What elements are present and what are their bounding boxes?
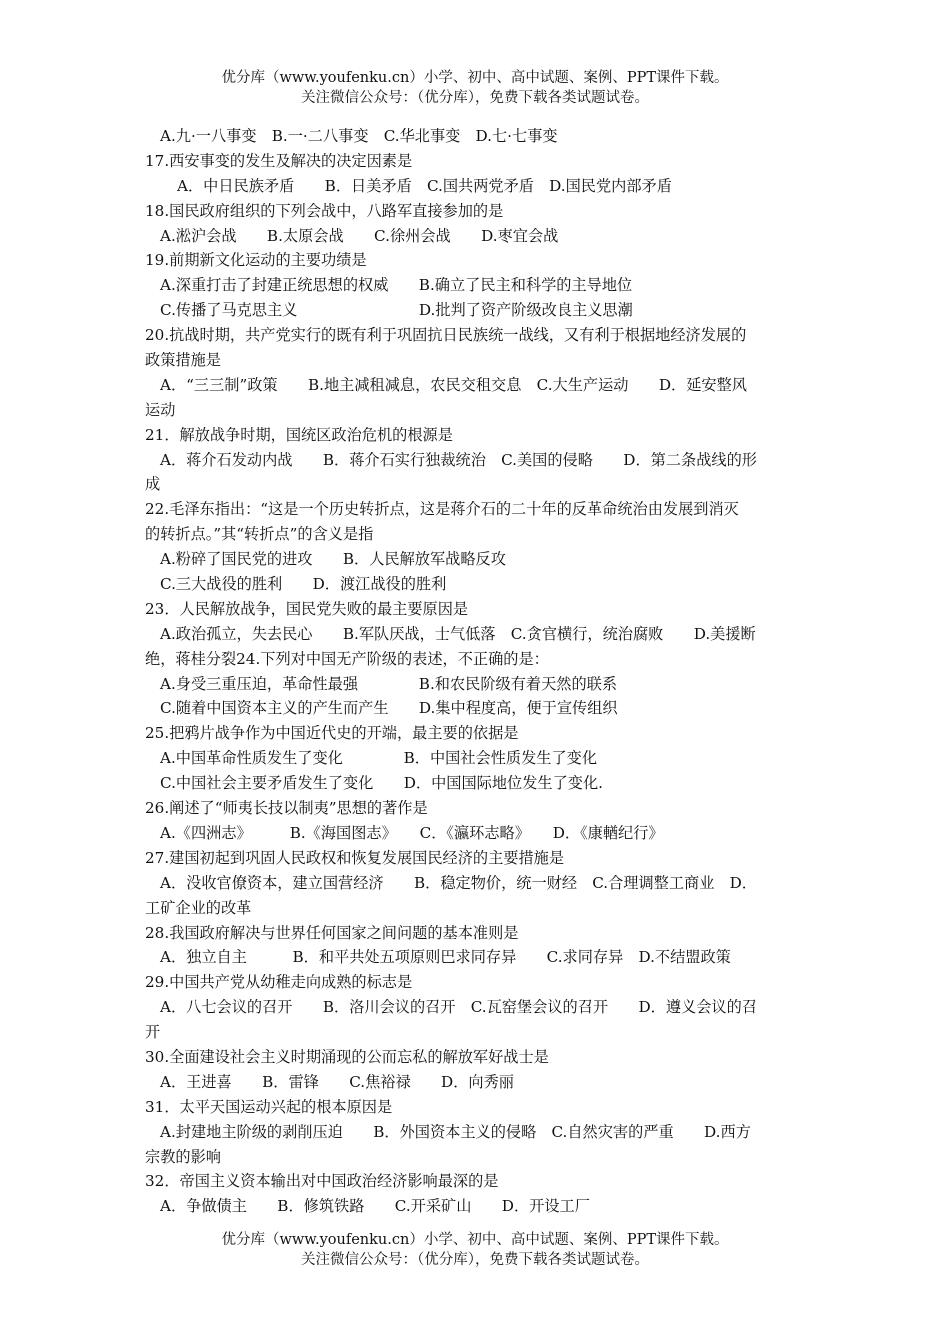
question-line: 25.把鸦片战争作为中国近代史的开端，最主要的依据是 (145, 724, 519, 743)
option-line: A.九·一八事变 B.一·二八事变 C.华北事变 D.七·七事变 (160, 127, 558, 145)
option-line: C.随着中国资本主义的产生而产生 D.集中程度高，便于宣传组织 (160, 699, 618, 718)
question-line: 政策措施是 (145, 351, 221, 370)
option-line: 绝，蒋桂分裂24.下列对中国无产阶级的表述，不正确的是： (145, 649, 549, 668)
option-line: A.《四洲志》 B.《海国图志》 C．《瀛环志略》 D．《康輶纪行》 (160, 823, 664, 842)
option-line: A．八七会议的召开 B．洛川会议的召开 C.瓦窑堡会议的召开 D．遵义会议的召 (160, 998, 757, 1017)
question-line: 23．人民解放战争，国民党失败的最主要原因是 (145, 599, 469, 618)
option-line: A．蒋介石发动内战 B．蒋介石实行独裁统治 C.美国的侵略 D．第二条战线的形 (160, 450, 757, 469)
question-line: 19.前期新文化运动的主要功绩是 (145, 251, 367, 270)
question-line: 26.阐述了“师夷长技以制夷”思想的著作是 (145, 799, 428, 818)
option-line: A.粉碎了国民党的进攻 B．人民解放军战略反攻 (160, 550, 506, 569)
option-line: A．独立自主 B．和平共处五项原则巴求同存异 C.求同存异 D.不结盟政策 (160, 948, 731, 967)
option-line: A.淞沪会战 B.太原会战 C.徐州会战 D.枣宜会战 (160, 226, 559, 245)
page-header (0, 68, 950, 108)
option-line: A．没收官僚资本，建立国营经济 B．稳定物价，统一财经 C.合理调整工商业 D． (160, 873, 757, 892)
option-line: A．争做债主 B．修筑铁路 C.开采矿山 D．开设工厂 (160, 1197, 590, 1216)
option-line: A.封建地主阶级的剥削压迫 B．外国资本主义的侵略 C.自然灾害的严重 D.西方 (160, 1122, 751, 1141)
option-line: C.三大战役的胜利 D．渡江战役的胜利 (160, 575, 447, 594)
question-line: 17.西安事变的发生及解决的决定因素是 (145, 151, 413, 170)
question-line: 32．帝国主义资本输出对中国政治经济影响最深的是 (145, 1172, 499, 1191)
document-body (145, 124, 810, 1219)
question-line: 18.国民政府组织的下列会战中，八路军直接参加的是 (145, 201, 504, 220)
page-footer (0, 1230, 950, 1270)
question-line: 27.建国初起到巩固人民政权和恢复发展国民经济的主要措施是 (145, 848, 565, 867)
question-line: 29.中国共产党从幼稚走向成熟的标志是 (145, 973, 413, 992)
option-line: 运动 (145, 400, 176, 419)
option-line: A．中日民族矛盾 B．日美矛盾 C.国共两党矛盾 D.国民党内部矛盾 (177, 176, 672, 195)
option-line: A．王进喜 B．雷锋 C.焦裕禄 D．向秀丽 (160, 1072, 514, 1091)
question-line: 22.毛泽东指出：“这是一个历史转折点，这是蒋介石的二十年的反革命统治由发展到消灭 (145, 500, 739, 519)
option-line: A.中国革命性质发生了变化 B．中国社会性质发生了变化 (160, 749, 598, 768)
option-line: C.传播了马克思主义 D.批判了资产阶级改良主义思潮 (160, 301, 633, 320)
question-line: 30.全面建设社会主义时期涌现的公而忘私的解放军好战士是 (145, 1047, 549, 1066)
header-line-1: 优分库（www.youfenku.cn）小学、初中、高中试题、案例、PPT课件下载。 (221, 70, 729, 86)
question-line: 21．解放战争时期，国统区政治危机的根源是 (145, 425, 453, 444)
footer-line-2: 关注微信公众号：（优分库），免费下载各类试题试卷。 (301, 1252, 649, 1268)
option-line: A.政治孤立，失去民心 B.军队厌战，士气低落 C.贪官横行，统治腐败 D.美援断 (160, 624, 756, 643)
option-line: 成 (145, 475, 161, 494)
question-line: 28.我国政府解决与世界任何国家之间问题的基本准则是 (145, 923, 519, 942)
option-line: 工矿企业的改革 (145, 898, 252, 917)
option-line: A.深重打击了封建正统思想的权威 B.确立了民主和科学的主导地位 (160, 276, 633, 295)
footer-line-1: 优分库（www.youfenku.cn）小学、初中、高中试题、案例、PPT课件下载。 (221, 1232, 729, 1248)
option-line: A.身受三重压迫，革命性最强 B.和农民阶级有着天然的联系 (160, 674, 618, 693)
question-line: 20.抗战时期，共产党实行的既有利于巩固抗日民族统一战线，又有利于根据地经济发展的 (145, 326, 747, 345)
option-line: A．“三三制”政策 B.地主减租减息，农民交租交息 C.大生产运动 D．延安整风 (160, 375, 747, 394)
question-line: 31．太平天国运动兴起的根本原因是 (145, 1097, 393, 1116)
option-line: 宗教的影响 (145, 1147, 221, 1166)
question-line: 的转折点。”其“转折点”的含义是指 (145, 525, 374, 544)
option-line: 开 (145, 1023, 161, 1042)
header-line-2: 关注微信公众号：（优分库），免费下载各类试题试卷。 (301, 90, 649, 106)
option-line: C.中国社会主要矛盾发生了变化 D．中国国际地位发生了变化. (160, 774, 603, 793)
